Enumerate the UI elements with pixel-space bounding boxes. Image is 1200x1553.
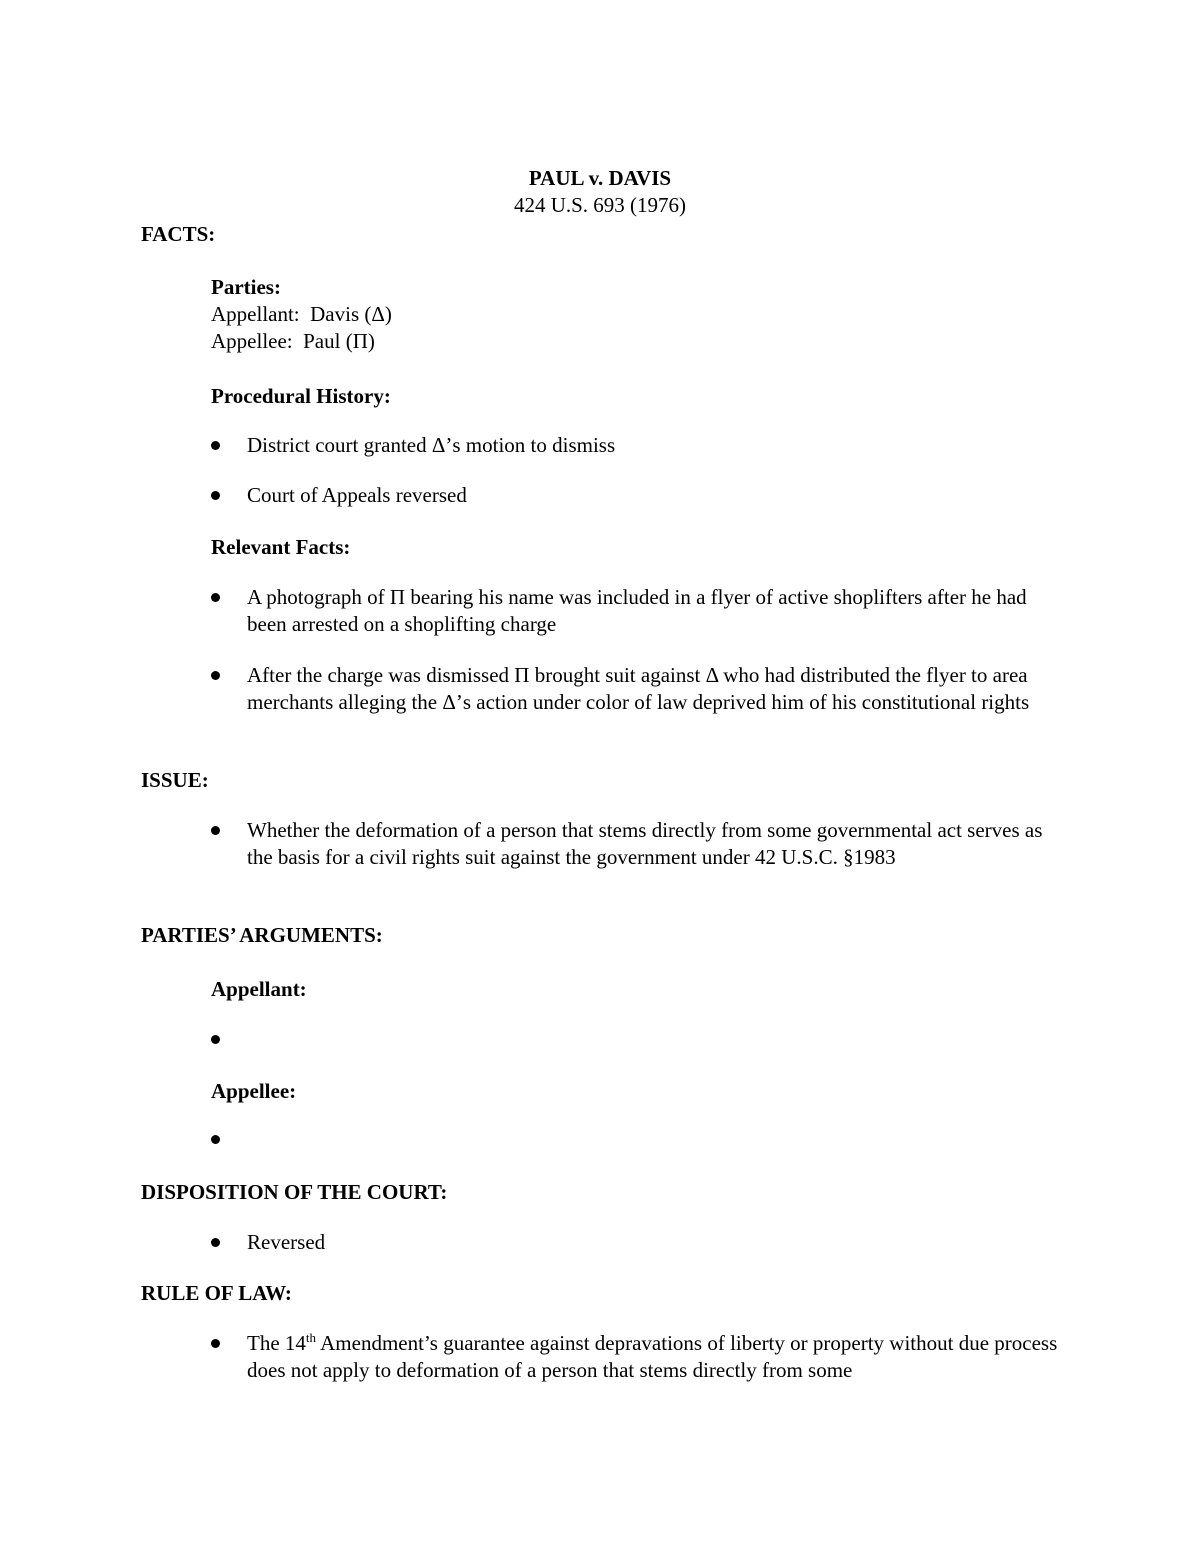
rule-text-rest: Amendment’s guarantee against depravations of liberty or property without due process does not apply to deformation of a person that stems directly from some xyxy=(247,1331,1058,1382)
disposition-heading: DISPOSITION OF THE COURT: xyxy=(141,1180,448,1204)
parties-heading: Parties: xyxy=(211,275,281,299)
bullet-icon xyxy=(211,1135,220,1144)
disposition-item: Reversed xyxy=(247,1230,326,1254)
facts-heading: FACTS: xyxy=(141,222,216,246)
appellee-line: Appellee: Paul (Π) xyxy=(211,329,375,353)
case-title: PAUL v. DAVIS xyxy=(528,166,672,190)
procedural-item: Court of Appeals reversed xyxy=(247,483,467,507)
appellant-argument-heading: Appellant: xyxy=(211,977,307,1001)
bullet-icon xyxy=(211,593,220,602)
appellant-line: Appellant: Davis (Δ) xyxy=(211,302,392,326)
relevant-fact-item: A photograph of Π bearing his name was included in a flyer of active shoplifters after he had been arrested on a shoplifting charge xyxy=(247,585,1027,636)
rule-of-law-heading: RULE OF LAW: xyxy=(141,1281,292,1305)
bullet-icon xyxy=(211,491,220,500)
relevant-fact-item: After the charge was dismissed Π brought suit against Δ who had distributed the flyer to area merchants alleging the Δ’s action under color of law deprived him of his constitutional rights xyxy=(247,663,1030,714)
appellee-argument-heading: Appellee: xyxy=(211,1079,297,1103)
procedural-item: District court granted Δ’s motion to dismiss xyxy=(247,433,616,457)
rule-text-start: The 14 xyxy=(247,1331,306,1355)
ordinal-suffix: th xyxy=(305,1330,317,1345)
case-citation: 424 U.S. 693 (1976) xyxy=(513,193,687,217)
bullet-icon xyxy=(211,671,220,680)
rule-of-law-item xyxy=(247,1330,1067,1384)
issue-item: Whether the deformation of a person that stems directly from some governmental act serves as the basis for a civil rights suit against the government under 42 U.S.C. §1983 xyxy=(247,818,1043,869)
arguments-heading: PARTIES’ ARGUMENTS: xyxy=(141,923,383,947)
bullet-icon xyxy=(211,826,220,835)
bullet-icon xyxy=(211,441,220,450)
bullet-icon xyxy=(211,1339,220,1348)
issue-heading: ISSUE: xyxy=(141,768,209,792)
bullet-icon xyxy=(211,1238,220,1247)
bullet-icon xyxy=(211,1035,220,1044)
relevant-facts-heading: Relevant Facts: xyxy=(211,535,351,559)
procedural-history-heading: Procedural History: xyxy=(211,384,391,408)
